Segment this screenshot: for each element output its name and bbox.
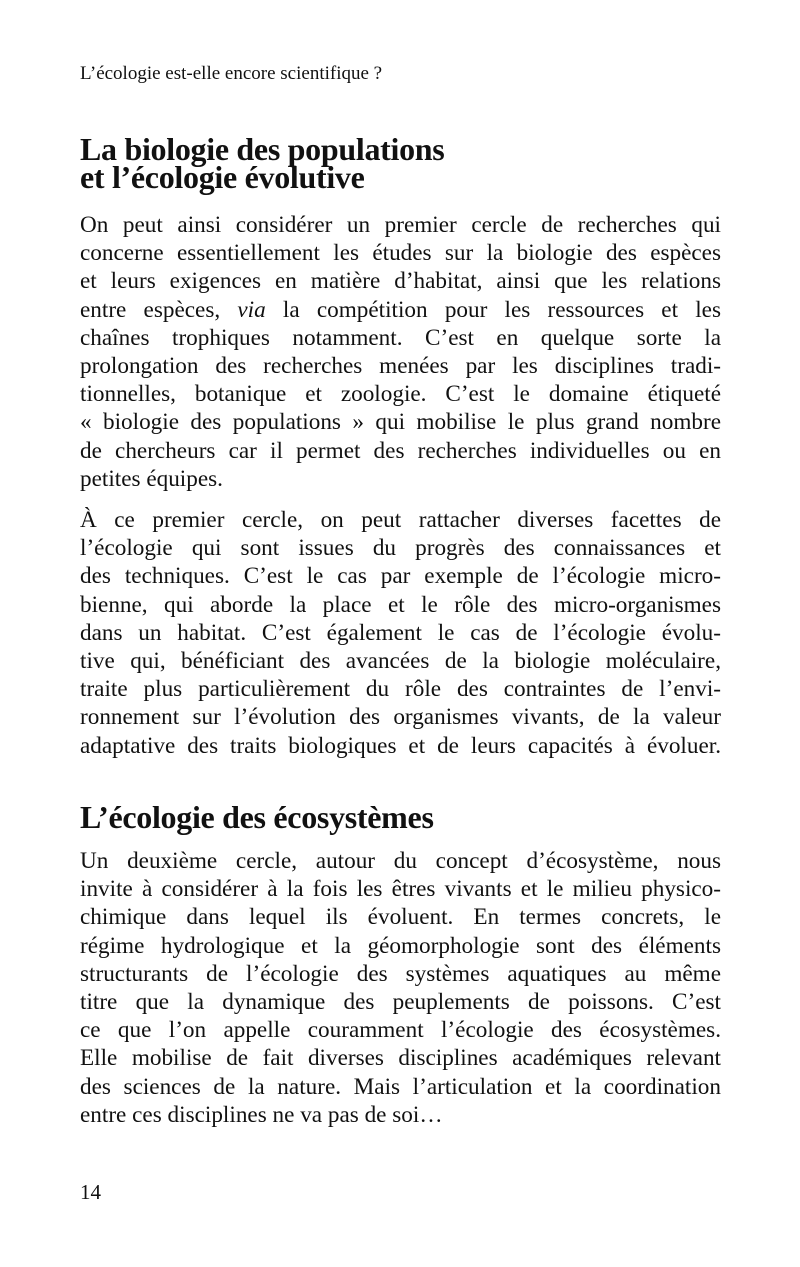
text-line: ronnement sur l’évolution des organismes vivants, de la valeur bbox=[80, 704, 721, 731]
section-title-ecosystem-ecology bbox=[80, 799, 434, 835]
text-line: invite à considérer à la fois les êtres vivants et le milieu physico- bbox=[80, 876, 721, 903]
text-line: structurants de l’écologie des systèmes aquatiques au même bbox=[80, 960, 721, 987]
italic-term-via: via bbox=[237, 296, 266, 323]
text-line: ce que l’on appelle couramment l’écologie des écosystèmes. bbox=[80, 1017, 721, 1044]
text-line: dans un habitat. C’est également le cas de l’écologie évolu- bbox=[80, 619, 721, 646]
text-line: l’écologie qui sont issues du progrès des connaissances et bbox=[80, 535, 721, 562]
running-header: L’écologie est-elle encore scientifique ? bbox=[80, 63, 383, 84]
text-line: « biologie des populations » qui mobilise le plus grand nombre bbox=[80, 409, 721, 436]
text-line: adaptative des traits biologiques et de leurs capacités à évoluer. bbox=[80, 732, 721, 759]
text-line: petites équipes. bbox=[80, 465, 223, 492]
text-line bbox=[80, 296, 721, 324]
text-line: À ce premier cercle, on peut rattacher diverses facettes de bbox=[80, 507, 721, 533]
title-line: et l’écologie évolutive bbox=[80, 159, 365, 196]
text-line: bienne, qui aborde la place et le rôle des micro-organismes bbox=[80, 591, 721, 618]
text-line: des sciences de la nature. Mais l’articulation et la coordination bbox=[80, 1073, 721, 1100]
text-line: chimique dans lequel ils évoluent. En termes concrets, le bbox=[80, 904, 721, 931]
text-line: et leurs exigences en matière d’habitat, ainsi que les relations bbox=[80, 268, 721, 295]
text-line: prolongation des recherches menées par les disciplines tradi- bbox=[80, 352, 721, 379]
text-line: chaînes trophiques notamment. C’est en quelque sorte la bbox=[80, 324, 721, 351]
text-line: Un deuxième cercle, autour du concept d’écosystème, nous bbox=[80, 848, 721, 874]
text-fragment: la compétition pour les ressources et les bbox=[265, 296, 721, 323]
paragraph-related-facets bbox=[80, 506, 721, 760]
text-line: titre que la dynamique des peuplements de poissons. C’est bbox=[80, 988, 721, 1015]
title-line: L’écologie des écosystèmes bbox=[80, 799, 434, 835]
text-line: traite plus particulièrement du rôle des contraintes de l’envi- bbox=[80, 676, 721, 703]
section-title-population-biology bbox=[80, 131, 445, 196]
text-line: tionnelles, botanique et zoologie. C’est le domaine étiqueté bbox=[80, 381, 721, 408]
paragraph-first-circle bbox=[80, 211, 721, 493]
text-line: des techniques. C’est le cas par exemple de l’écologie micro- bbox=[80, 563, 721, 590]
text-line: entre ces disciplines ne va pas de soi… bbox=[80, 1101, 443, 1128]
text-line: de chercheurs car il permet des recherches individuelles ou en bbox=[80, 437, 721, 464]
text-line: Elle mobilise de fait diverses disciplines académiques relevant bbox=[80, 1045, 721, 1072]
page-number: 14 bbox=[80, 1180, 101, 1204]
text-line: tive qui, bénéficiant des avancées de la biologie moléculaire, bbox=[80, 647, 721, 674]
text-fragment: entre espèces, bbox=[80, 296, 238, 323]
text-line: concerne essentiellement les études sur la biologie des espèces bbox=[80, 240, 721, 267]
title-line: La biologie des populations bbox=[80, 131, 445, 167]
text-line: On peut ainsi considérer un premier cercle de recherches qui bbox=[80, 212, 721, 238]
text-line: régime hydrologique et la géomorphologie sont des éléments bbox=[80, 932, 721, 959]
paragraph-second-circle bbox=[80, 847, 721, 1129]
